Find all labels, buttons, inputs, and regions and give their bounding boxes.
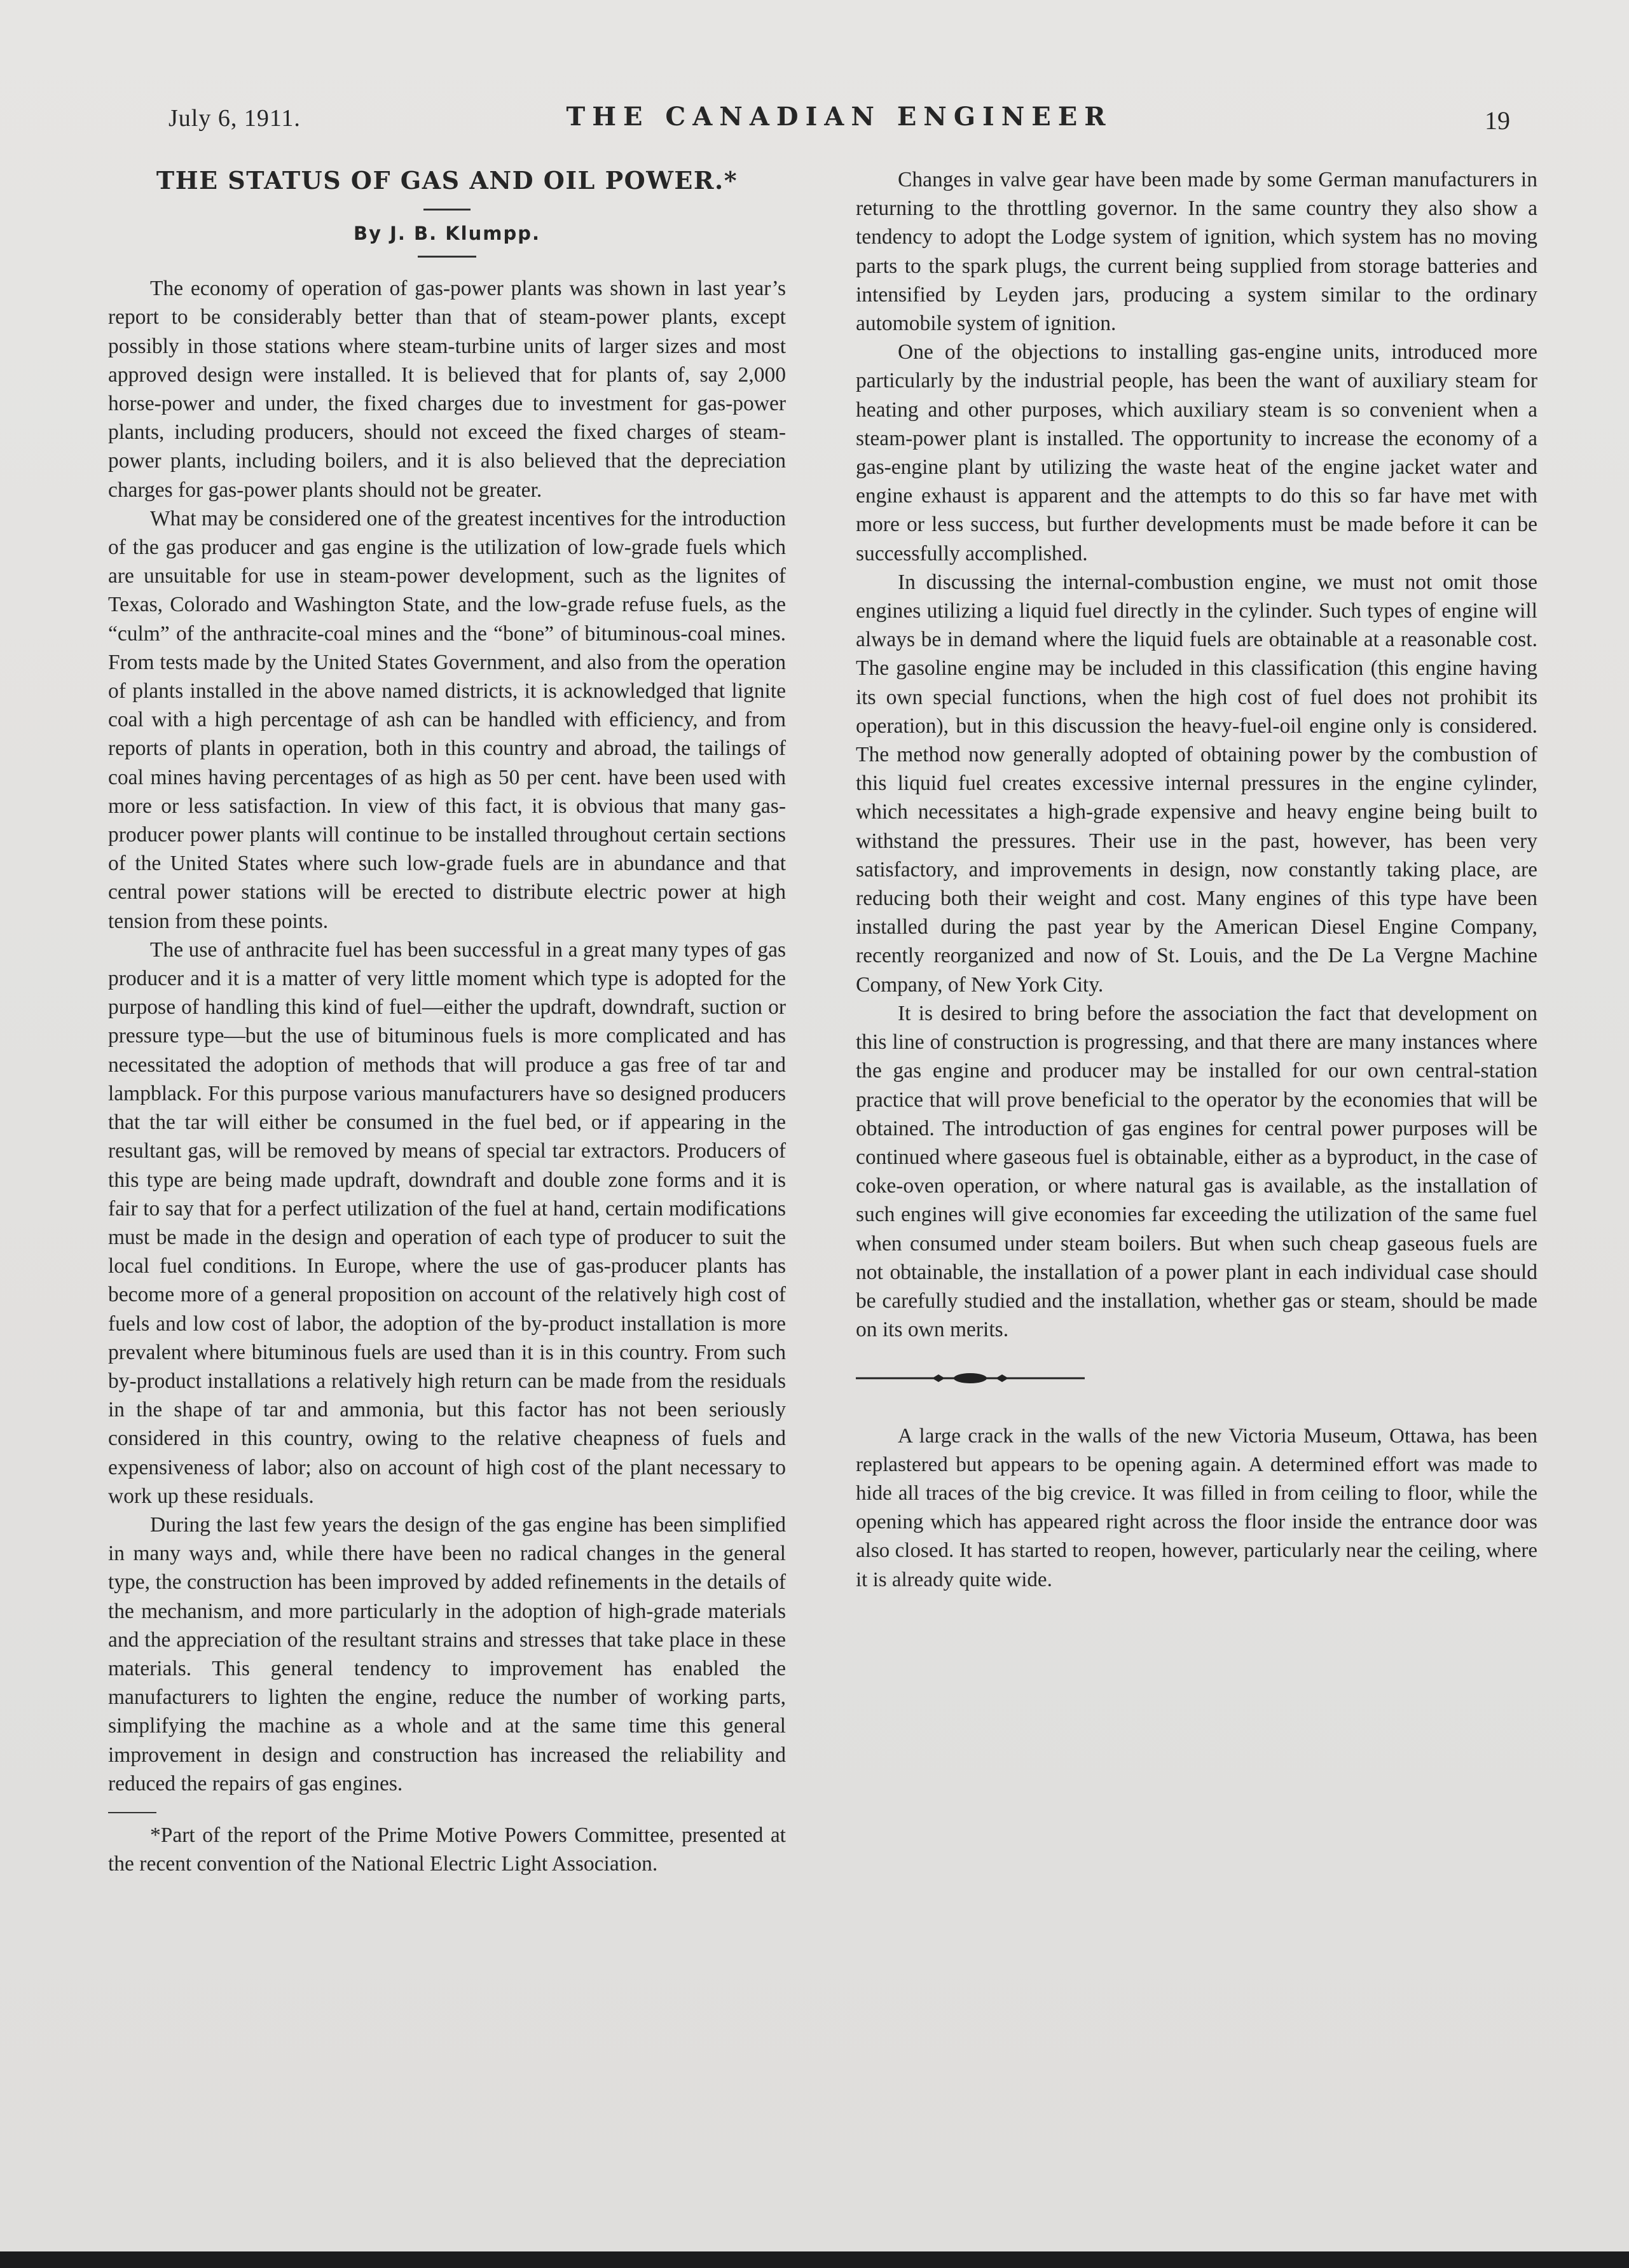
byline-rule	[418, 256, 476, 258]
article-paragraph: The use of anthracite fuel has been successful in a great many types of gas producer and it is a matter of very little moment which type is adopted for the purpose of handling this kind of fuel—either the updraft, downdraft, suction or pressure type—but the use of bituminous fuels is more complicated and has necessitated the adoption of methods that will produce a gas free of tar and lampblack. For this purpose various manufacturers have so designed producers that the tar will either be consumed in the fuel bed, or if appearing in the resultant gas, will be removed by means of special tar extractors. Producers of this type are being made updraft, downdraft and double zone forms and it is fair to say that for a perfect utilization of the fuel at hand, certain modifications must be made in the design and operation of each type of producer to suit the local fuel conditions. In Europe, where the use of gas-producer plants has become more of a general proposition on account of the relatively high cost of fuels and low cost of labor, the adoption of the by-product installation is more prevalent where bituminous fuels are used than it is in this country. From such by-product installations a relatively high return can be made from the residuals in the shape of tar and ammonia, but this factor has not been seriously considered in this country, owing to the relative cheapness of fuels and expensiveness of labor; also on account of high cost of the plant necessary to work up these residuals.	[108, 937, 786, 1508]
article-footnote: *Part of the report of the Prime Motive Powers Committee, presented at the recent convention of the National Electric Light Association.	[108, 1823, 786, 1876]
article-paragraph: In discussing the internal-combustion engine, we must not omit those engines utilizing a liquid fuel directly in the cylinder. Such types of engine will always be in demand where the liquid fuels are obtainable at a reasonable cost. The gasoline engine may be included in this classification (this engine having its own special functions, when the high cost of fuel does not prohibit its operation), but in this discussion the heavy-fuel-oil engine only is considered. The method now generally adopted of obtaining power by the combustion of this liquid fuel creates excessive internal pressures in the engine cylinder, which necessitates a high-grade expensive and heavy engine being built to withstand the pressures. Their use in the past, however, has been very satisfactory, and improvements in design, now constantly taking place, are reducing both their weight and cost. Many engines of this type have been installed during the past year by the American Diesel Engine Company, recently reorganized and now of St. Louis, and the De La Vergne Machine Company, of New York City.	[856, 570, 1537, 997]
section-ornament	[856, 1372, 1085, 1385]
article-paragraph: It is desired to bring before the association the fact that development on this line of construction is progressing, and that there are many instances where the gas engine and producer may be installed for our own central-station practice that will prove beneficial to the operator by the economies that will be obtained. The introduction of gas engines for central power purposes will be continued where gaseous fuel is obtainable, either as a byproduct, in the case of coke-oven operation, or where natural gas is available, as the installation of such engines will give economies far exceeding the utilization of the same fuel when consumed under steam boilers. But when such cheap gaseous fuels are not obtainable, the installation of a power plant in each individual case should be carefully studied and the installation, whether gas or steam, should be made on its own merits.	[856, 1001, 1537, 1342]
article-paragraph: One of the objections to installing gas-engine units, introduced more particularly by the industrial people, has been the want of auxiliary steam for heating and other purposes, which auxiliary steam is so convenient when a steam-power plant is installed. The opportunity to increase the economy of a gas-engine plant by utilizing the waste heat of the engine jacket water and engine exhaust is apparent and the attempts to do this so far have met with more or less success, but further developments must be made before it can be successfully accomplished.	[856, 340, 1537, 565]
page-number: 19	[1485, 106, 1510, 135]
journal-title: THE CANADIAN ENGINEER	[566, 102, 1113, 132]
article-paragraph: Changes in valve gear have been made by some German manufacturers in returning to the throttling governor. In the same country they also show a tendency to adopt the Lodge system of ignition, which system has no moving parts to the spark plugs, the current being supplied from storage batteries and intensified by Leyden jars, producing a system similar to the ordinary automobile system of ignition.	[856, 168, 1537, 336]
article-byline: By J. B. Klumpp.	[353, 223, 541, 244]
news-item: A large crack in the walls of the new Victoria Museum, Ottawa, has been replastered but appears to be opening again. A determined effort was made to hide all traces of the big crevice. It was filled in from ceiling to floor, while the opening which has appeared right across the floor inside the entrance door was also closed. It has started to reopen, however, particularly near the ceiling, where it is already quite wide.	[856, 1424, 1537, 1591]
article-title: THE STATUS OF GAS AND OIL POWER.*	[156, 166, 738, 195]
right-column	[856, 165, 1537, 1594]
footnote-rule	[108, 1812, 156, 1813]
issue-date: July 6, 1911.	[168, 105, 301, 132]
article-paragraph: The economy of operation of gas-power plants was shown in last year’s report to be considerably better than that of steam-power plants, except possibly in those stations where steam-turbine units of larger sizes and most approved design were installed. It is believed that for plants of, say 2,000 horse-power and under, the fixed charges due to investment for gas-power plants, including producers, should not exceed the fixed charges of steam-power plants, including boilers, and it is also believed that the depreciation charges for gas-power plants should not be greater.	[108, 277, 786, 502]
article-paragraph: During the last few years the design of the gas engine has been simplified in many ways and, while there have been no radical changes in the general type, the construction has been improved by added refinements in the details of the mechanism, and more particularly in the adoption of high-grade materials and the appreciation of the resultant strains and stresses that take place in these materials. This general tendency to improvement has enabled the manufacturers to lighten the engine, reduce the number of working parts, simplifying the machine as a whole and at the same time this general improvement in design and construction has increased the reliability and reduced the repairs of gas engines.	[108, 1512, 786, 1795]
left-column	[108, 165, 786, 1878]
title-rule	[423, 209, 471, 211]
scan-border	[0, 2251, 1629, 2268]
running-head	[168, 102, 1510, 140]
article-paragraph: What may be considered one of the greatest incentives for the introduction of the gas producer and gas engine is the utilization of low-grade fuels which are unsuitable for use in steam-power development, such as the lignites of Texas, Colorado and Washington State, and the low-grade refuse fuels, as the “culm” of the anthracite-coal mines and the “bone” of bituminous-coal mines. From tests made by the United States Government, and also from the operation of plants installed in the above named districts, it is acknowledged that lignite coal with a high percentage of ash can be handled with efficiency, and from reports of plants in operation, both in this country and abroad, the tailings of coal mines having percentages of as high as 50 per cent. have been used with more or less satisfaction. In view of this fact, it is obvious that many gas-producer power plants will continue to be installed throughout certain sections of the United States where such low-grade fuels are in abundance and that central power stations will be erected to distribute electric power at high tension from these points.	[108, 506, 786, 933]
